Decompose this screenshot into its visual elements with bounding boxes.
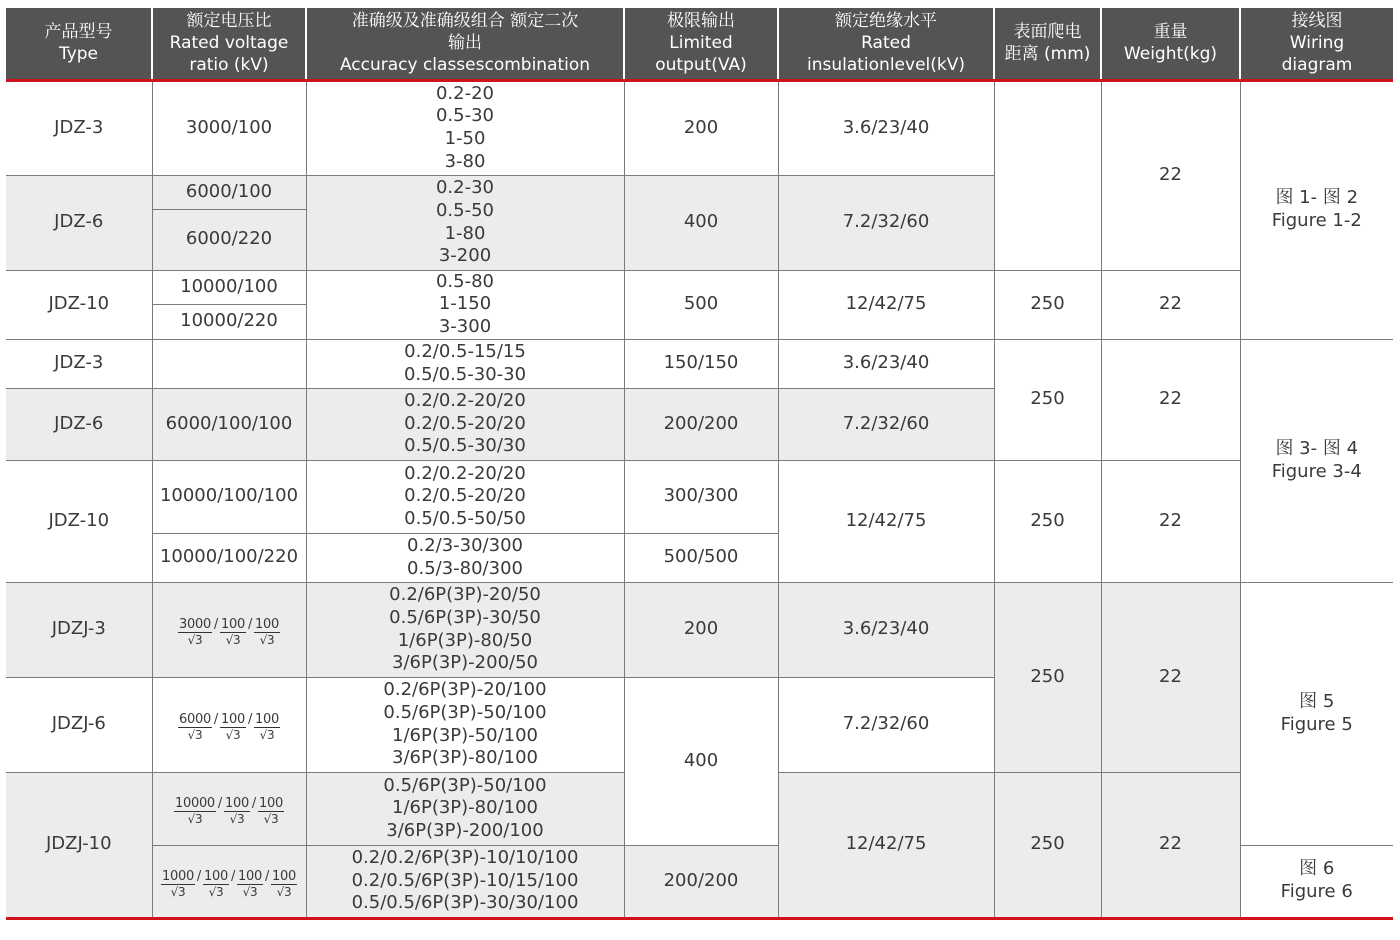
header-creepage: 表面爬电 距离 (mm) [994,8,1101,80]
insulation-cell: 7.2/32/60 [778,175,994,270]
insulation-cell: 12/42/75 [778,772,994,917]
ratio-cell: 6000/100 [152,175,306,209]
type-cell: JDZ-6 [6,175,152,270]
creepage-cell: 250 [994,772,1101,917]
weight-cell: 22 [1101,582,1240,772]
accuracy-cell: 0.2-20 0.5-30 1-50 3-80 [306,80,624,175]
type-cell: JDZ-10 [6,270,152,339]
ratio-cell: 6000/220 [152,209,306,270]
output-cell: 400 [624,175,778,270]
ratio-cell: 10000/220 [152,305,306,340]
header-row [6,8,1393,80]
header-output: 极限输出 Limited output(VA) [624,8,778,80]
output-cell: 200 [624,582,778,677]
insulation-cell: 3.6/23/40 [778,80,994,175]
sqrt-fraction: $\frac{1000}{√3}$ / $\frac{100}{√3}$ / $\frac{100}{√3}$ / $\frac{100}{√3}$ [162,868,296,899]
output-cell: 500/500 [624,533,778,582]
ratio-cell [152,772,306,845]
insulation-cell: 12/42/75 [778,460,994,582]
type-cell: JDZ-10 [6,460,152,582]
bottom-rule [6,917,1393,920]
weight-cell: 22 [1101,772,1240,917]
table-row [6,80,1393,175]
creepage-cell: 250 [994,270,1101,339]
header-accuracy: 准确级及准确级组合 额定二次输出 Accuracy classescombination [306,8,624,80]
accuracy-cell: 0.2/6P(3P)-20/100 0.5/6P(3P)-50/100 1/6P(3P)-50/100 3/6P(3P)-80/100 [306,677,624,772]
header-weight: 重量 Weight(kg) [1101,8,1240,80]
header-type: 产品型号 Type [6,8,152,80]
output-cell: 200/200 [624,845,778,917]
wiring-cell: 图 3- 图 4 Figure 3-4 [1240,339,1393,582]
accuracy-cell: 0.2/0.2/6P(3P)-10/10/100 0.2/0.5/6P(3P)-10/15/100 0.5/0.5/6P(3P)-30/30/100 [306,845,624,917]
ratio-cell [152,677,306,772]
accuracy-cell: 0.2/3-30/300 0.5/3-80/300 [306,533,624,582]
accuracy-cell: 0.2/6P(3P)-20/50 0.5/6P(3P)-30/50 1/6P(3P)-80/50 3/6P(3P)-200/50 [306,582,624,677]
creepage-cell: 250 [994,460,1101,582]
specification-table [6,8,1393,918]
ratio-cell [152,845,306,917]
type-cell: JDZJ-10 [6,772,152,917]
ratio-cell: 10000/100 [152,270,306,305]
type-cell: JDZJ-6 [6,677,152,772]
wiring-cell: 图 6 Figure 6 [1240,845,1393,917]
output-cell: 150/150 [624,339,778,388]
table-row [6,270,1393,305]
creepage-cell: 250 [994,339,1101,460]
header-insulation: 额定绝缘水平 Rated insulationlevel(kV) [778,8,994,80]
ratio-cell: 6000/100/100 [152,388,306,460]
output-cell: 200 [624,80,778,175]
insulation-cell: 7.2/32/60 [778,677,994,772]
ratio-cell: 10000/100/220 [152,533,306,582]
output-cell: 200/200 [624,388,778,460]
ratio-cell [152,582,306,677]
ratio-cell: 3000/100 [152,80,306,175]
output-cell: 400 [624,677,778,845]
accuracy-cell: 0.2/0.2-20/20 0.2/0.5-20/20 0.5/0.5-30/30 [306,388,624,460]
accuracy-cell: 0.2-30 0.5-50 1-80 3-200 [306,175,624,270]
ratio-cell [152,339,306,388]
wiring-cell: 图 1- 图 2 Figure 1-2 [1240,80,1393,339]
creepage-cell [994,80,1101,270]
type-cell: JDZ-3 [6,339,152,388]
table-row [6,460,1393,533]
accuracy-cell: 0.5-80 1-150 3-300 [306,270,624,339]
accuracy-cell: 0.2/0.5-15/15 0.5/0.5-30-30 [306,339,624,388]
output-cell: 500 [624,270,778,339]
sqrt-fraction: $\frac{3000}{√3}$ / $\frac{100}{√3}$ / $\frac{100}{√3}$ [179,617,279,648]
insulation-cell: 12/42/75 [778,270,994,339]
sqrt-fraction: $\frac{10000}{√3}$ / $\frac{100}{√3}$ / $\frac{100}{√3}$ [175,796,283,827]
output-cell: 300/300 [624,460,778,533]
type-cell: JDZ-3 [6,80,152,175]
accuracy-cell: 0.5/6P(3P)-50/100 1/6P(3P)-80/100 3/6P(3P)-200/100 [306,772,624,845]
creepage-cell: 250 [994,582,1101,772]
type-cell: JDZJ-3 [6,582,152,677]
type-cell: JDZ-6 [6,388,152,460]
accuracy-cell: 0.2/0.2-20/20 0.2/0.5-20/20 0.5/0.5-50/50 [306,460,624,533]
weight-cell: 22 [1101,80,1240,270]
wiring-cell: 图 5 Figure 5 [1240,582,1393,845]
weight-cell: 22 [1101,270,1240,339]
table-row [6,339,1393,388]
insulation-cell: 3.6/23/40 [778,339,994,388]
table-row [6,582,1393,677]
weight-cell: 22 [1101,460,1240,582]
header-ratio: 额定电压比 Rated voltage ratio (kV) [152,8,306,80]
insulation-cell: 3.6/23/40 [778,582,994,677]
sqrt-fraction: $\frac{6000}{√3}$ / $\frac{100}{√3}$ / $\frac{100}{√3}$ [179,712,279,743]
weight-cell: 22 [1101,339,1240,460]
ratio-cell: 10000/100/100 [152,460,306,533]
header-wiring: 接线图 Wiring diagram [1240,8,1393,80]
insulation-cell: 7.2/32/60 [778,388,994,460]
